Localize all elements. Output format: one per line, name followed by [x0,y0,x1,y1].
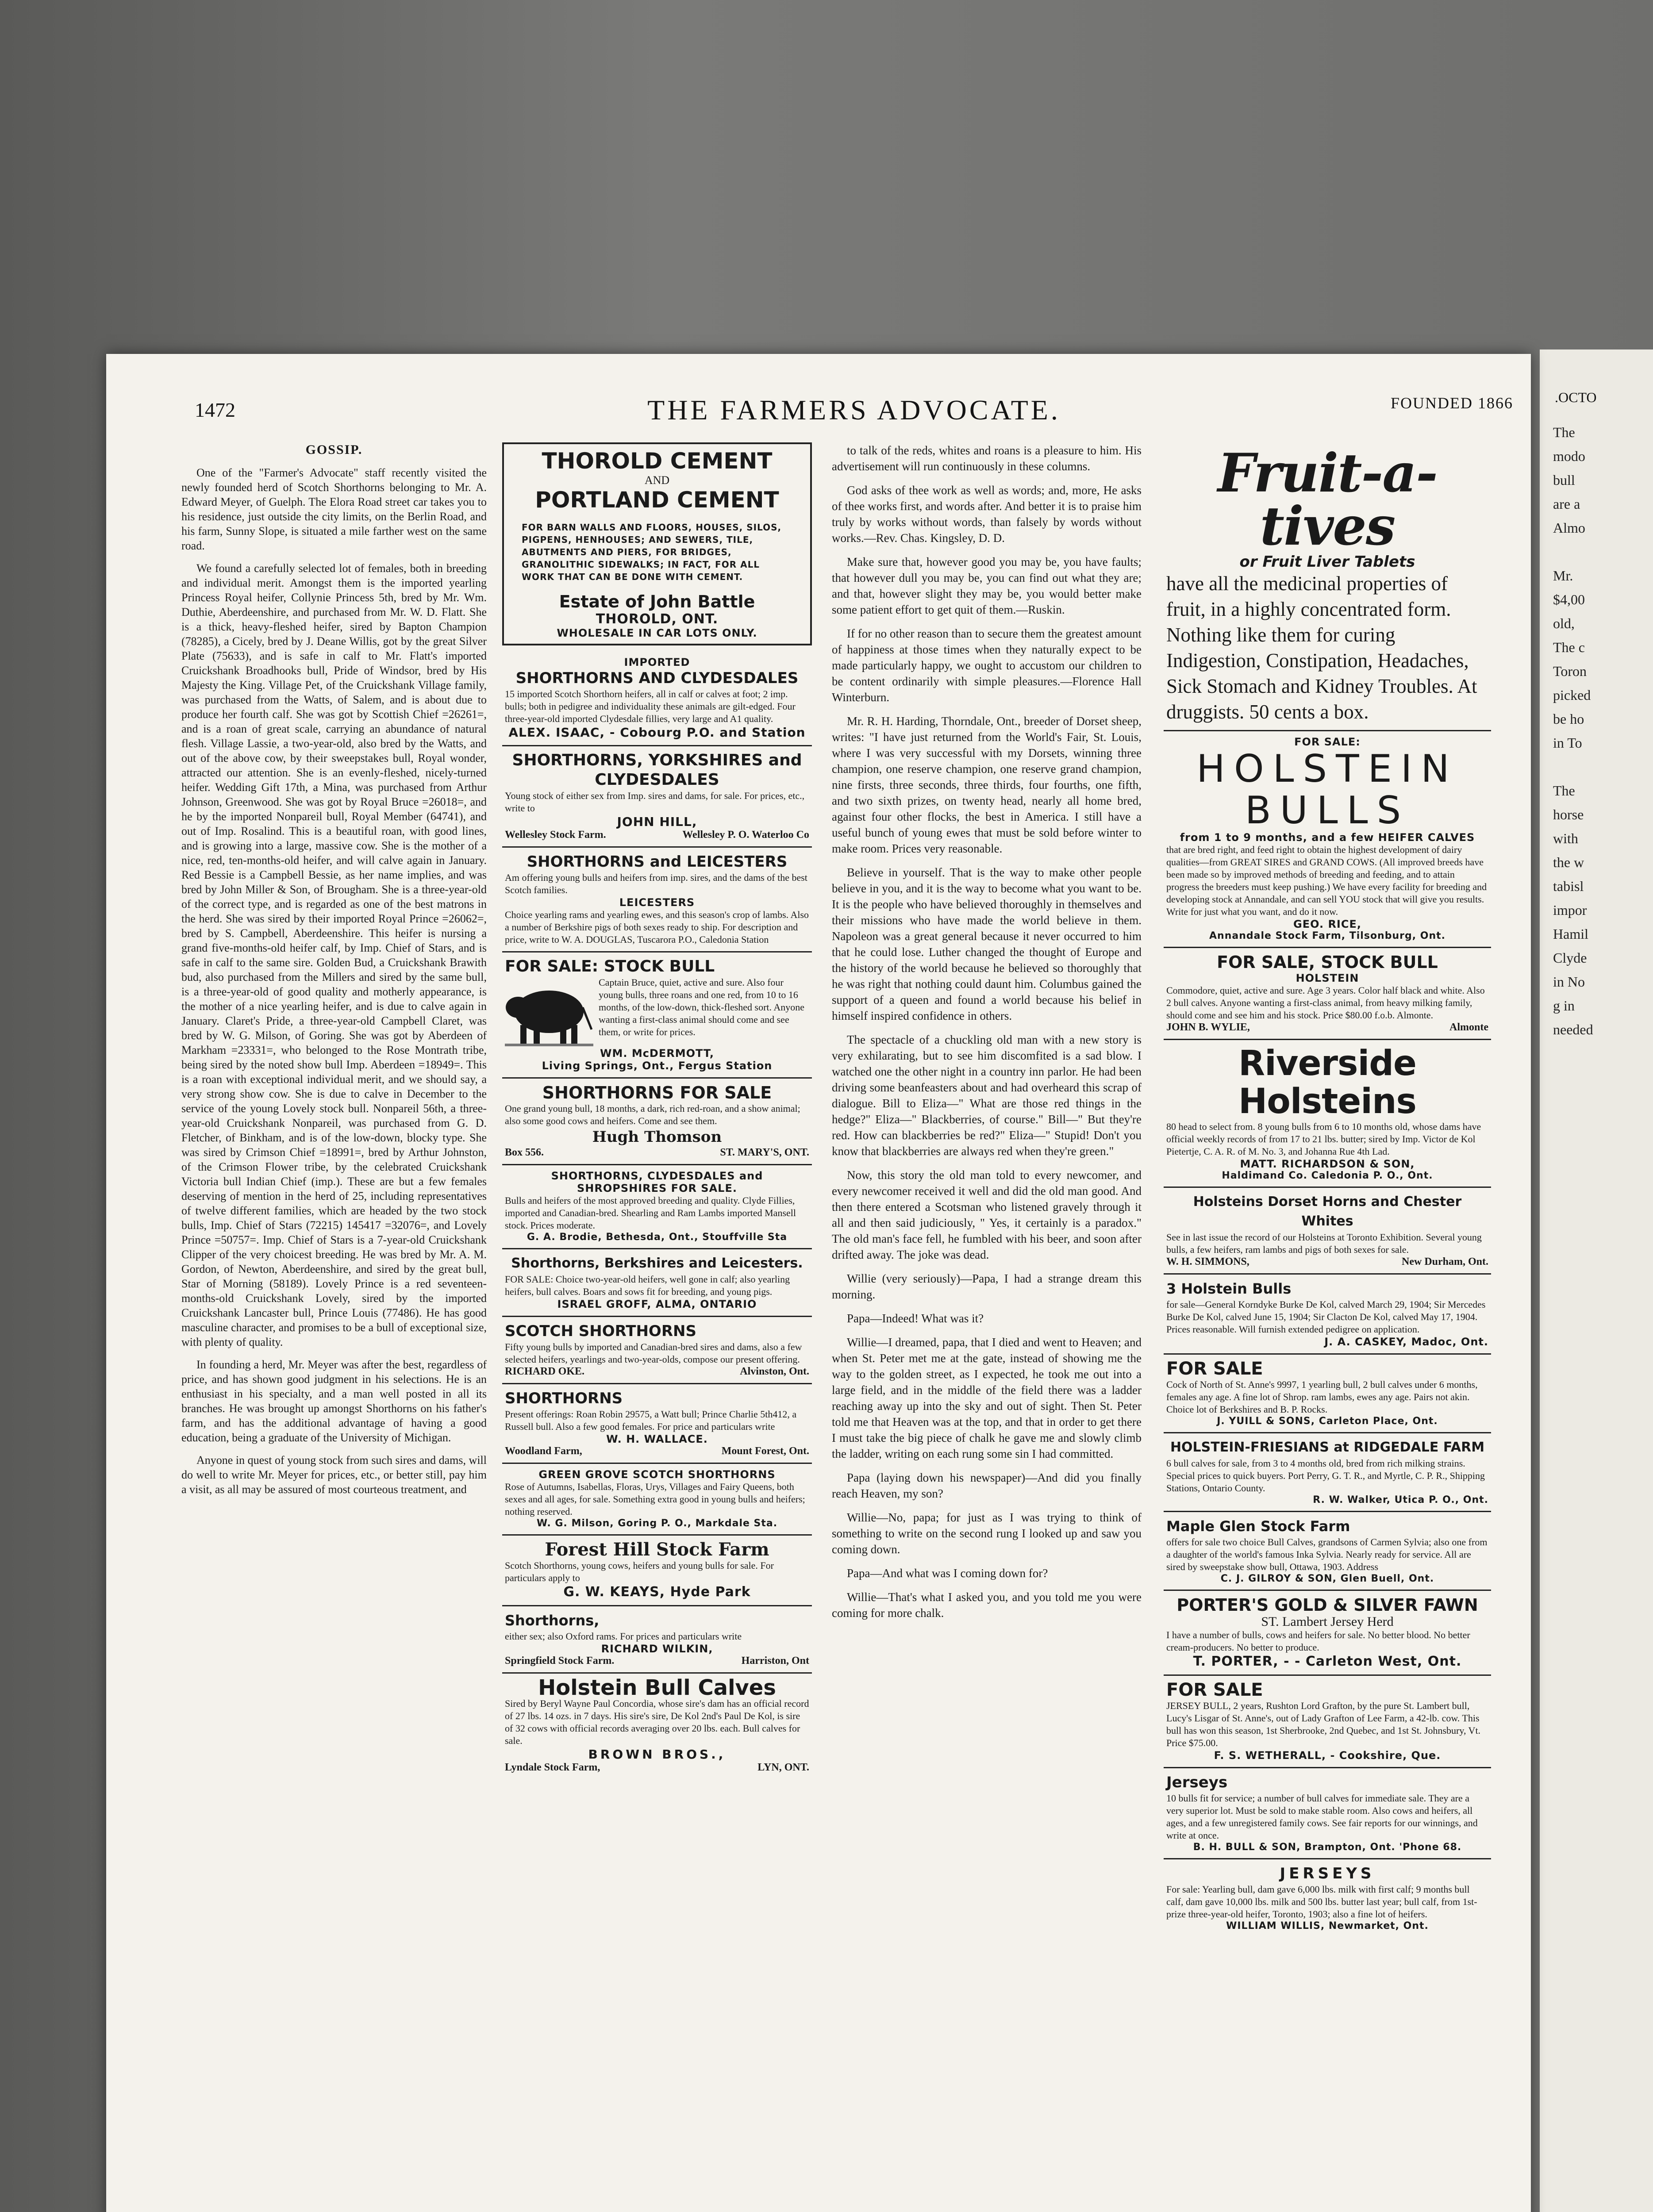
ad-place: ST. MARY'S, ONT. [720,1147,809,1158]
ad-signature: ISRAEL GROFF, ALMA, ONTARIO [557,1298,757,1310]
ad-fruit-a-tives [1164,442,1491,731]
ad-name: RICHARD WILKIN, [601,1643,713,1655]
ad-body: FOR SALE: Choice two-year-old heifers, well gone in calf; also yearling heifers, bull calves. Boars and sows fit for breeding, and young pigs. [505,1274,790,1297]
ad-groff-berkshires [502,1249,812,1317]
text-paragraph: Willie—I dreamed, papa, that I died and went to Heaven; and when St. Peter met me at the gate, instead of showing me the way to the golden street, as I expected, he took me out into a large field, and in the middle of the field there was a ladder reaching away up into the sky and out of sight. Then St. Peter told me that Heaven was at the top, and that in order to get there I must take the big piece of chalk he gave me and slowly climb the ladder, writing on each rung some sin I had committed. [832,1336,1142,1460]
ad-place: New Durham, Ont. [1402,1256,1488,1267]
ad-name: GEO. RICE, [1293,918,1361,930]
ad-green-grove [502,1464,812,1536]
bull-illustration-icon [505,976,593,1047]
text-column [832,442,1142,1629]
ad-title: SHORTHORNS and LEICESTERS [527,853,788,871]
ad-title: Estate of John Battle [559,592,755,611]
ad-title: PORTLAND CEMENT [535,487,779,513]
gossip-column [181,442,487,1505]
text-paragraph: Mr. R. H. Harding, Thorndale, Ont., breeder of Dorset sheep, writes: "I have just returned from the World's Fair, St. Louis, where I was very successful with my Dorsets, winning three champion, one reserve champion, one reserve grand champion, nine firsts, three seconds, three thirds, four fourths, one fifth, and two sixth prizes, on twenty head, nearly all home bred, against four other flocks, the best in America. I still have a useful bunch of young ewes that must be sold before winter to make room. Prices very reasonable. [832,714,1142,855]
ad-hill-shorthorns [502,746,812,848]
ad-ridgedale-farm [1164,1433,1491,1512]
ad-place: Haldimand Co. Caledonia P. O., Ont. [1222,1170,1433,1181]
ad-body: Rose of Autumns, Isabellas, Floras, Urys, Villages and Fairy Queens, both sexes and all ages, for sale. Something extra good in young bulls and heifers; nothing reserved. [505,1481,805,1517]
ad-name: W. H. SIMMONS, [1166,1256,1249,1267]
ad-simmons-holsteins [1164,1188,1491,1275]
ad-place: Annandale Stock Farm, Tilsonburg, Ont. [1209,930,1445,941]
ad-body: offers for sale two choice Bull Calves, grandsons of Carmen Sylvia; also one from a daughter of the world's famous Inka Sylvia. Nearly ready for service. All are sired by sweepstake show bull, Ottawa, 1903. Address [1166,1536,1488,1572]
text-paragraph: If for no other reason than to secure them the greatest amount of happiness at those times when they naturally expect to be made particularly happy, we ought to accustom our children to be content ordinarily with simple pleasures.—Florence Hall Winterburn. [832,627,1142,704]
ad-body: One grand young bull, 18 months, a dark, rich red-roan, and a show animal; also some good cows and heifers. Come and see them. [505,1103,800,1126]
ad-body: Young stock of either sex from Imp. sires and dams, for sale. For prices, etc., write to [505,790,805,814]
newspaper-page [106,354,1531,2212]
ad-body: 6 bull calves for sale, from 3 to 4 months old, bred from rich milking strains. Special prices to quick buyers. Port Perry, G. T. R., and Myrtle, C. P. R., Shipping Stations, Ontario County. [1166,1458,1485,1494]
ad-title: Forest Hill Stock Farm [545,1539,769,1560]
ad-thorold-cement [502,442,812,645]
ad-title: FOR SALE [1166,1680,1263,1700]
gossip-paragraph: Anyone in quest of young stock from such sires and dams, will do well to write Mr. Meyer for prices, etc., or better still, pay him a visit, as all may be assured of most courteous treatment, and [181,1454,487,1496]
text-paragraph: Willie—No, papa; for just as I was trying to think of something to write on the second rung I looked up and saw you coming down. [832,1511,1142,1556]
ad-bull-jerseys [1164,1768,1491,1859]
gossip-paragraph: In founding a herd, Mr. Meyer was after the best, regardless of price, and has shown good judgment in his selections. He is an enthusiast in his specialty, and a man well posted in all its branches. He was brought up amongst Shorthorns on his father's farm, and has the additional advantage of having a good education, being a graduate of the University of Michigan. [181,1358,487,1444]
ad-body: See in last issue the record of our Holsteins at Toronto Exhibition. Several young bulls, a few heifers, ram lambs and pigs of both sexes for sale. [1166,1232,1482,1255]
ad-farm: Lyndale Stock Farm, [505,1762,600,1773]
ad-signature: R. W. Walker, Utica P. O., Ont. [1313,1494,1488,1505]
ad-title: SHORTHORNS [505,1390,623,1407]
ad-body: Scotch Shorthorns, young cows, heifers and young bulls for sale. For particulars apply to [505,1560,774,1583]
adjacent-page-edge [1540,349,1653,2212]
ad-place: Almonte [1449,1022,1488,1033]
ad-title: AND [644,474,670,487]
ad-place: LYN, ONT. [757,1762,809,1773]
ad-signature: ALEX. ISAAC, - Cobourg P.O. and Station [508,725,806,740]
ad-title: Holstein Bull Calves [538,1675,776,1700]
ad-yuill-for-sale [1164,1355,1491,1433]
ad-body: Cock of North of St. Anne's 9997, 1 yearling bull, 2 bull calves under 6 months, females any age. A fine lot of Shrop. ram lambs, ewes any age. Pairs not akin. Choice lot of Berkshires and B. P. Rocks. [1166,1379,1478,1415]
ad-body: Bulls and heifers of the most approved breeding and quality. Clyde Fillies, imported and Canadian-bred. Shearling and Ram Lambs imported Mansell stock. Prices moderate. [505,1195,796,1231]
page-number: 1472 [195,399,235,421]
ad-wallace-shorthorns [502,1384,812,1464]
ad-wylie-stock-bull [1164,948,1491,1040]
ad-title: BULLS [1245,788,1410,833]
ad-mcdermott-stock-bull [502,952,812,1079]
ad-title: HOLSTEIN [1196,747,1458,791]
ad-name: BROWN BROS., [588,1747,726,1762]
page-title: THE FARMERS ADVOCATE. [647,394,1061,426]
ad-body: Sired by Beryl Wayne Paul Concordia, whose sire's dam has an official record of 27 lbs. 14 ozs. in 7 days. His sire's sire, De Kol 2nd's Paul De Kol, is sire of 32 cows with official records averaging over 20 lbs. each. Bull calves for sale. [505,1698,809,1746]
ad-title: SHORTHORNS, CLYDESDALES and SHROPSHIRES FOR SALE. [551,1170,763,1194]
ad-willis-jerseys [1164,1859,1491,1937]
ad-farm: Wellesley Stock Farm. [505,829,606,841]
page-header [195,394,1513,429]
ad-signature: WILLIAM WILLIS, Newmarket, Ont. [1226,1920,1429,1932]
ad-title: SHORTHORNS, YORKSHIRES and CLYDESDALES [512,751,802,789]
ad-signature: T. PORTER, - - Carleton West, Ont. [1193,1654,1462,1669]
ad-title: FOR SALE: STOCK BULL [505,957,715,975]
ad-body: Fifty young bulls by imported and Canadian-bred sires and dams, also a few selected heifers, yearlings and two-year-olds, compose our present offering. [505,1341,802,1365]
ad-oke-shorthorns [502,1317,812,1384]
gossip-paragraph: One of the "Farmer's Advocate" staff recently visited the newly founded herd of Scotch Shorthorns belonging to Mr. A. Edward Meyer, of Guelph. The Elora Road street car takes you to his residence, just outside the city limits, on the Berlin Road, and his farm, Sunny Slope, is situated a mile farther west on the same road. [181,466,487,552]
ad-subtitle: LEICESTERS [619,896,695,909]
ad-title: 3 Holstein Bulls [1166,1280,1292,1297]
ad-title: THOROLD CEMENT [542,448,773,474]
ad-subtitle: HOLSTEIN [1295,972,1359,984]
ad-isaac-shorthorns [502,652,812,746]
ad-body: for sale—General Korndyke Burke De Kol, calved March 29, 1904; Sir Mercedes Burke De Kol, calved June 15, 1904; Sir Clacton De Kol, calved May 17, 1904. Prices reasonable. Will furnish extended pedigree on application. [1166,1299,1486,1335]
ad-thomson-shorthorns [502,1079,812,1165]
ad-signature: W. G. Milson, Goring P. O., Markdale Sta. [536,1518,778,1529]
ad-brand: Fruit-a-tives [1218,442,1437,557]
text-paragraph: Make sure that, however good you may be, you have faults; that however dull you may be, you can find out what they are; and that, however slight they may be, you would better make some patient effort to get quit of them.—Ruskin. [832,555,1142,616]
ad-signature: J. YUILL & SONS, Carleton Place, Ont. [1217,1416,1438,1427]
ad-title: SHORTHORNS AND CLYDESDALES [515,669,799,687]
ad-title: HOLSTEIN-FRIESIANS at RIDGEDALE FARM [1170,1440,1485,1455]
text-paragraph: Papa (laying down his newspaper)—And did you finally reach Heaven, my son? [832,1471,1142,1500]
ad-porter-jersey [1164,1591,1491,1676]
founded-label: FOUNDED 1866 [1390,394,1513,412]
ad-title: SHORTHORNS FOR SALE [542,1083,772,1102]
ad-subtitle: ST. Lambert Jersey Herd [1261,1614,1394,1629]
ad-title: PORTER'S GOLD & SILVER FAWN [1176,1595,1478,1615]
ad-body: either sex; also Oxford rams. For prices and particulars write [505,1631,742,1642]
ad-maple-glen [1164,1512,1491,1591]
text-paragraph: God asks of thee work as well as words; and, more, He asks of thee works first, and words after. And better it is to praise him truly by works without words, than falsely by words without works.—Rev. Chas. Kingsley, D. D. [832,484,1142,545]
ad-name: JOHN B. WYLIE, [1166,1022,1250,1033]
ad-wetherall-jersey-bull [1164,1676,1491,1768]
ad-name: MATT. RICHARDSON & SON, [1240,1158,1415,1170]
ad-body: Am offering young bulls and heifers from imp. sires, and the dams of the best Scotch families. [505,872,807,895]
text-paragraph: Believe in yourself. That is the way to make other people believe in you, and it is the way to become what you want to be. It is the people who have believed thoroughly in themselves and their missions who have made the world believe in them. Napoleon was a great general because it never occurred to him that he could lose. Luther changed the thought of Europe and the history of the world because he believed so thoroughly that he was right that nothing could daunt him. Columbus gained the support of a queen and found a world because his belief in himself inspired confidence in others. [832,866,1142,1022]
ad-forest-hill [502,1536,812,1606]
text-paragraph: Papa—Indeed! What was it? [847,1312,984,1325]
adjacent-page-header: .OCTO [1555,389,1597,405]
adjacent-page-text: The modo bull are a Almo Mr. $4,00 old, The c Toron picked be ho in To The horse with the w tabisl impor Hamil Clyde in No g in needed [1553,424,1593,1037]
ad-place: THOROLD, ONT. [596,611,719,627]
ad-body: 10 bulls fit for service; a number of bull calves for immediate sale. They are a very superior lot. Must be sold to make stable room. Also cows and heifers, all ages, and a few unregistered family cows. See fair reports for our winnings, and write at once. [1166,1793,1478,1841]
ad-title: Maple Glen Stock Farm [1166,1518,1350,1535]
ad-title: Holsteins Dorset Horns and Chester Whites [1193,1194,1462,1229]
ad-name: W. H. WALLACE. [606,1433,708,1445]
ad-name: WM. McDERMOTT, [600,1047,714,1060]
ad-kicker: IMPORTED [624,656,690,668]
text-paragraph: Papa—And what was I coming down for? [847,1567,1048,1580]
ad-title: Shorthorns, [505,1612,600,1629]
ad-place: Living Springs, Ont., Fergus Station [542,1060,773,1072]
ad-title: GREEN GROVE SCOTCH SHORTHORNS [538,1468,776,1481]
ad-signature: B. H. BULL & SON, Brampton, Ont. 'Phone 68. [1193,1842,1462,1853]
ad-body: JERSEY BULL, 2 years, Rushton Lord Grafton, by the pure St. Lambert bull, Lucy's Lisgar of St. Anne's, out of Lady Grafton of Lee Farm, a 42-lb. cow. This bull has won this season, 1st Sherbrooke, 2nd Quebec, and 1st St. Johnsbury, Vt. Price $75.00. [1166,1700,1481,1748]
ad-name: RICHARD OKE. [505,1366,585,1377]
ad-title: SCOTCH SHORTHORNS [505,1322,696,1340]
ad-title: JERSEYS [1280,1865,1375,1882]
ad-holstein-bull-calves [502,1674,812,1779]
ad-subtitle: from 1 to 9 months, and a few HEIFER CALVES [1180,831,1475,844]
ad-farm: Woodland Farm, [505,1445,582,1457]
ad-place: Wellesley P. O. Waterloo Co [682,829,809,841]
ad-name: JOHN HILL, [617,814,697,829]
ad-signature: C. J. GILROY & SON, Glen Buell, Ont. [1220,1573,1434,1584]
ad-riverside-holsteins [1164,1040,1491,1188]
ad-title: Shorthorns, Berkshires and Leicesters. [511,1256,803,1271]
gossip-paragraph: We found a carefully selected lot of females, both in breeding and individual merit. Amongst them is the imported yearling Princess Royal heifer, Collynie Princess 5th, bred by Mr. Wm. Duthie, Aberdeenshire, and purchased from Mr. W. D. Flatt. She is a thick, heavy-fleshed heifer, sired by Bapton Champion (78285), a Cicely, bred by J. Deane Willis, got by the great Silver Plate (75633), and is safe in calf to Mr. Flatt's imported Cruickshank Broadhooks bull, Pride of Windsor, bred by His Majesty the King. Village Pet, of the Cruickshank Village family, was purchased from the Watts, of Salem, and is about due to produce her fourth calf. She was got by Scottish Chief =26261=, and is a roan of great scale, carrying an abundance of natural flesh. Village Lassie, a two-year-old, also bred by the Watts, and out of the above cow, by their sweepstakes bull, Royal wonder, attracted our attention. She is an evenly-fleshed, nicely-turned heifer. Wedding Gift 17th, a Mina, was purchased from Arthur Johnson, Greenwood. She was got by Royal Bruce =26018=, and he by the imported Nonpareil bull, Royal Member (64741), and out of Imp. Rosalind. This is a beautiful roan, with good lines, and is growing into a large, massive cow. She is the mother of a nice, red, ten-months-old heifer, and will calve again in January. Red Bessie is a Campbell Bessie, as her name implies, and was bred by John Miller & Son, of Brougham. She is a three-year-old of the correct type, and is regarded as one of the best matrons in the herd. She was sired by their imported Royal Prince =26062=, bred by S. Campbell, Aberdeenshire. This heifer is nursing a grand five-months-old heifer calf, by Imp. Chief of Stars, and is safe in calf to the same sire. Golden Bud, a Cruickshank Brawith bud, also purchased from the Millers and sired by the same bull, is a three-year-old of good quality and motherly appearance, is the mother of a nice yearling heifer, and is due to calve again in January. Claret's Pride, a three-year-old Campbell Claret, was bred by W. G. Milson, of Goring. She was got by Aberdeen of Markham =23331=, who belonged to the Rose Montrath tribe, being sired by the noted show bull Imp. Aberdeen =18949=. This is a roan with exceptional individual merit, and we should say, a very strong show cow. She is due to calve in December to the service of the young Lovely stock bull. Nonpareil 56th, a three-year-old Cruickshank Nonpareil, was purchased from G. D. Fletcher, of Binkham, and is of the low-down, blocky type. She was sired by Crimson Chief =18991=, bred by Arthur Johnston, of the Crimson Flower tribe, by the celebrated Cruickshank Victoria bull Indian Chief (imp.). These are but a few females deserving of mention in the herd of 25, including representatives of twelve different families, which are headed by the two stock bulls, Imp. Chief of Stars (72215) 145417 =32076=, and Lovely Prince =50757=. Imp. Chief of Stars is a 7-year-old Cruickshank Clipper of the very choicest breeding. He was bred by Mr. A. M. Gordon, of Newton, Aberdeenshire, and sired by the great bull, Star of Morning (58189). Lovely Prince is a red seventeen-months-old Cruickshank Lovely, sired by the imported Cruickshank Lancaster bull, Prince Louis (77486). He has good masculine character, and promises to be a bull of exceptional size, with plenty of quality. [181,562,487,1348]
ads-column-right [1164,442,1491,1937]
ad-body: have all the medicinal properties of fruit, in a highly concentrated form. Nothing like them for curing Indigestion, Constipation, Headaches, Sick Stomach and Kidney Troubles. At druggists. 50 cents a box. [1166,572,1477,723]
ad-caskey-holstein-bulls [1164,1275,1491,1355]
ad-title: Jerseys [1166,1774,1228,1791]
text-paragraph: Willie (very seriously)—Papa, I had a strange dream this morning. [832,1272,1142,1301]
ad-body: that are bred right, and feed right to obtain the highest development of dairy qualities—from GREAT SIRES and GRAND COWS. (All improved breeds have been made so by improved methods of breeding and feeding, and to attain progress the breeders must keep pushing.) We have every facility for breeding and developing stock at Annandale, and can sell YOU stock that will give you results. Write for just what you want, and do it now. [1166,844,1487,917]
ad-signature: F. S. WETHERALL, - Cookshire, Que. [1214,1749,1441,1762]
text-paragraph: The spectacle of a chuckling old man with a new story is very exhilarating, but to see him discomfited is a sad blow. I watched one the other night in a country inn parlor. He had been driving some beanfeasters about and had overheard this scrap of dialogue. Bill to Eliza—" What are those red things in the hedge?" Eliza—" Blackberries, of course." Bill—" But they're red. How can blackberries be red?" Eliza—" Stupid! Don't you know that blackberries are always red when they're green." [832,1033,1142,1158]
ad-body: For sale: Yearling bull, dam gave 6,000 lbs. milk with first calf; 9 months bull calf, dam gave 10,000 lbs. milk and 500 lbs. butter last year; bull calf, from 1st-prize three-year-old heifer, Toronto, 1903; also a fine lot of heifers. [1166,1884,1477,1920]
ad-body: FOR BARN WALLS AND FLOORS, HOUSES, SILOS, PIGPENS, HENHOUSES; AND SEWERS, TILE, ABUTMENTS AND PIERS, FOR BRIDGES, GRANOLITHIC SIDEWALKS; IN FACT, FOR ALL WORK THAT CAN BE DONE WITH CEMENT. [522,522,782,582]
ad-title: Riverside Holsteins [1238,1044,1416,1121]
ad-box: Box 556. [505,1147,544,1158]
ad-title: FOR SALE, STOCK BULL [1217,952,1438,972]
ad-body: Captain Bruce, quiet, active and sure. Also four young bulls, three roans and one red, from 10 to 16 months, of the low-down, thick-fleshed sort. Anyone wanting a first-class animal should come and see them, or write for prices. [599,977,804,1037]
ad-body: 15 imported Scotch Shorthorn heifers, all in calf or calves at foot; 2 imp. bulls; both in pedigree and individuality these animals are gilt-edged. Four three-year-old imported Clydesdale fillies, very large and A1 quality. [505,688,796,724]
ad-holstein-bulls-rice [1164,731,1491,948]
ad-name: Hugh Thomson [592,1128,722,1146]
ad-body: 80 head to select from. 8 young bulls from 6 to 10 months old, whose dams have official weekly records of from 17 to 21 lbs. butter; sired by Imp. Victor de Kol Pietertje, C. A. R. of M. No. 3, and Johanna Rue 4th Lad. [1166,1121,1481,1157]
ad-signature: J. A. CASKEY, Madoc, Ont. [1324,1336,1488,1348]
gossip-headline: GOSSIP. [305,442,363,457]
ad-signature: G. W. KEAYS, Hyde Park [563,1584,751,1600]
ad-title: FOR SALE [1166,1359,1263,1379]
ad-place: Harriston, Ont [741,1655,809,1667]
ad-kicker: FOR SALE: [1294,736,1361,748]
ad-douglas-leicesters [502,848,812,952]
ad-body: Present offerings: Roan Robin 29575, a Watt bull; Prince Charlie 5th412, a Russell bull. Also a few good females. For price and particulars write [505,1409,797,1432]
ad-body: I have a number of bulls, cows and heifers for sale. No better blood. No better cream-producers. No better to produce. [1166,1629,1470,1653]
ad-body: Choice yearling rams and yearling ewes, and this season's crop of lambs. Also a number of Berkshire pigs of both sexes ready to ship. For description and price, write to W. A. DOUGLAS, Tuscarora P.O., Caledonia Station [505,909,809,945]
ad-note: WHOLESALE IN CAR LOTS ONLY. [557,627,757,639]
ad-brodie-shropshires [502,1165,812,1249]
ad-farm: Springfield Stock Farm. [505,1655,615,1667]
ad-body: Commodore, quiet, active and sure. Age 3 years. Color half black and white. Also 2 bull calves. Anyone wanting a first-class animal, from heavy milking family, should come and see him and his stock. Price $80.00 f.o.b. Almonte. [1166,985,1485,1021]
ad-signature: G. A. Brodie, Bethesda, Ont., Stouffville Sta [527,1232,788,1243]
ads-column-left [502,442,812,1779]
text-paragraph: Willie—That's what I asked you, and you told me you were coming for more chalk. [832,1590,1142,1620]
ad-tagline: or Fruit Liver Tablets [1239,553,1415,571]
text-paragraph: to talk of the reds, whites and roans is a pleasure to him. His advertisement will run continuously in these columns. [832,444,1142,473]
ad-place: Alvinston, Ont. [740,1366,809,1377]
ad-place: Mount Forest, Ont. [721,1445,809,1457]
text-paragraph: Now, this story the old man told to every newcomer, and every newcomer received it well and did the old man good. And then there entered a Scotsman who listened gravely through it all and then said judiciously, " Yes, it certainly is a paradox." The old man's face fell, he fumbled with his beer, and soon after drifted away. The joke was dead. [832,1168,1142,1261]
ad-wilkin-shorthorns [502,1606,812,1674]
